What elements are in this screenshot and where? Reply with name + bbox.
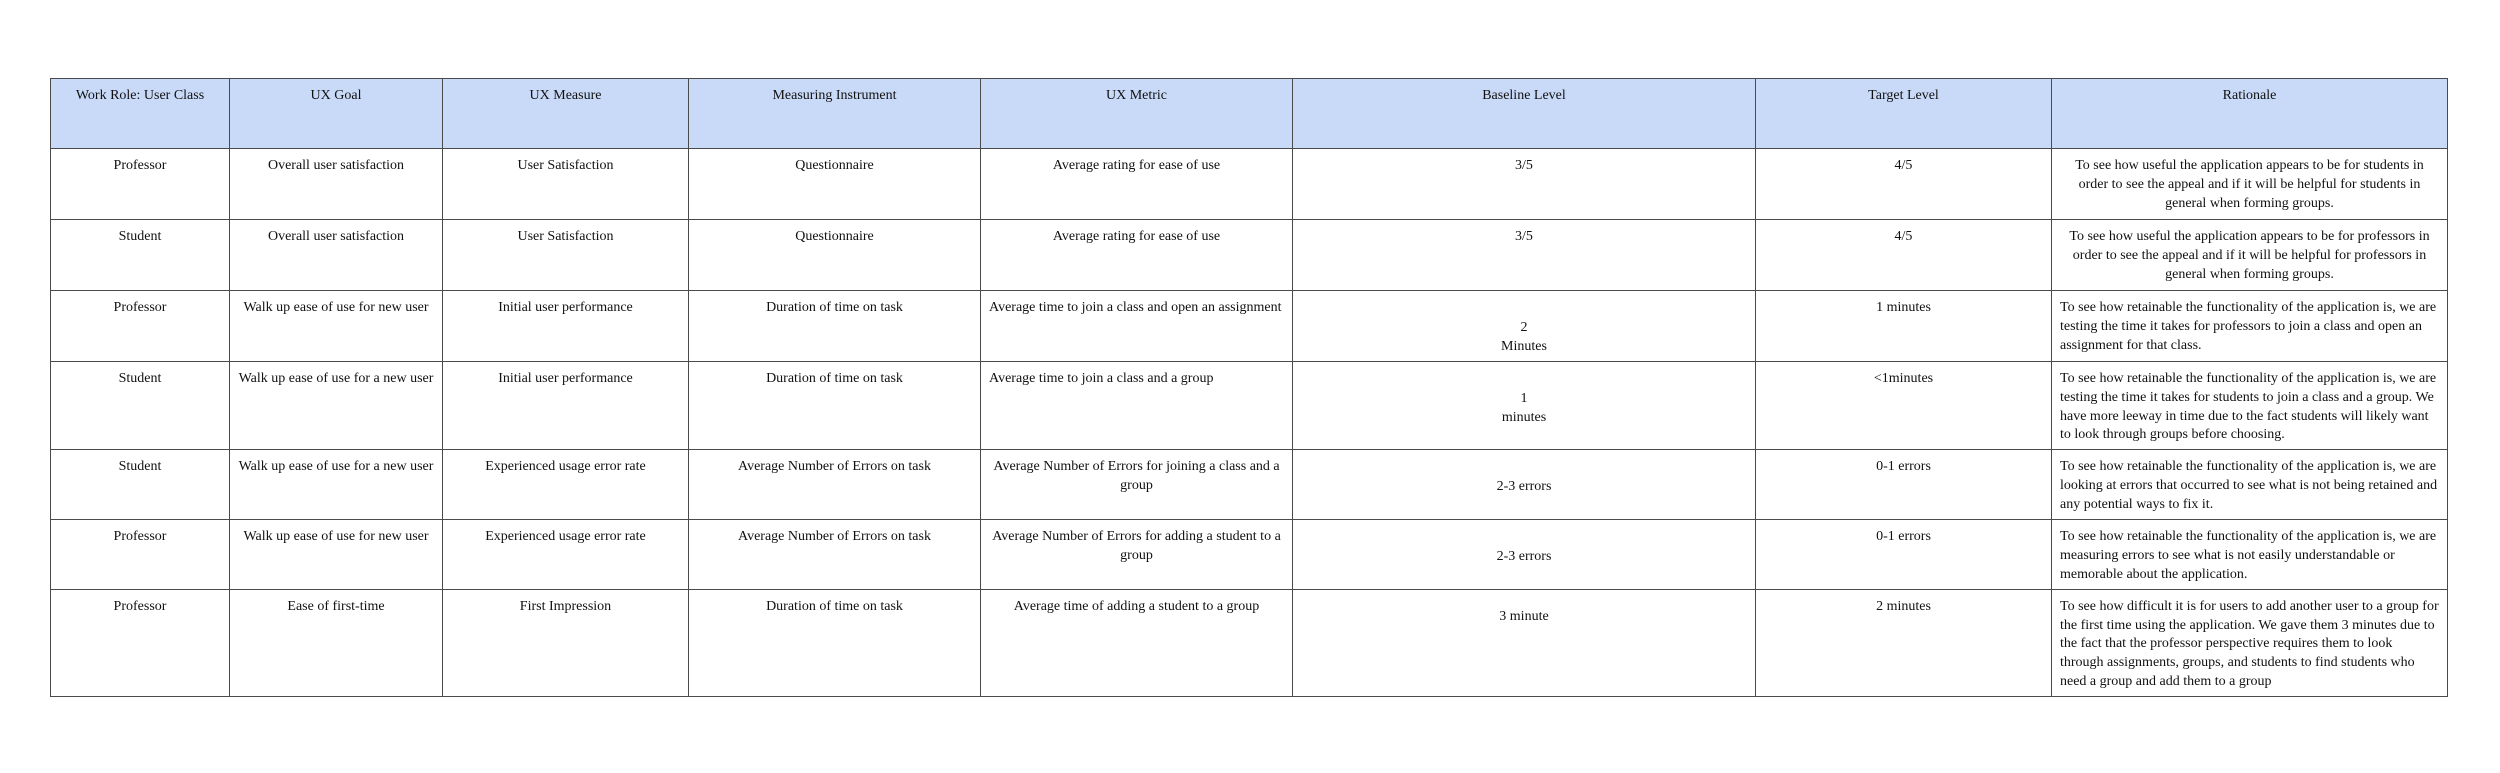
cell-rationale: To see how retainable the functionality of the application is, we are measuring errors to see what is not easily understandable or memorable about the application. bbox=[2052, 520, 2448, 590]
ux-metrics-table bbox=[50, 78, 2448, 697]
cell-baseline-level: 2-3 errors bbox=[1293, 450, 1756, 520]
table-row bbox=[51, 291, 2448, 362]
header-ux-measure: UX Measure bbox=[443, 79, 689, 149]
cell-work-role: Professor bbox=[51, 149, 230, 220]
cell-ux-measure: Initial user performance bbox=[443, 361, 689, 450]
cell-ux-goal: Ease of first-time bbox=[230, 589, 443, 696]
cell-measuring-instrument: Average Number of Errors on task bbox=[689, 450, 981, 520]
cell-target-level: 0-1 errors bbox=[1756, 450, 2052, 520]
cell-ux-measure: Experienced usage error rate bbox=[443, 520, 689, 590]
cell-rationale: To see how retainable the functionality of the application is, we are testing the time it takes for professors to join a class and open an assignment for that class. bbox=[2052, 291, 2448, 362]
cell-work-role: Student bbox=[51, 220, 230, 291]
cell-ux-goal: Overall user satisfaction bbox=[230, 149, 443, 220]
cell-baseline-level: 2 Minutes bbox=[1293, 291, 1756, 362]
cell-ux-metric: Average time to join a class and open an assignment bbox=[981, 291, 1293, 362]
cell-ux-metric: Average time of adding a student to a group bbox=[981, 589, 1293, 696]
cell-rationale: To see how retainable the functionality of the application is, we are testing the time it takes for students to join a class and a group. We have more leeway in time due to the fact students will likely want to look through groups before choosing. bbox=[2052, 361, 2448, 450]
table-row bbox=[51, 450, 2448, 520]
cell-work-role: Student bbox=[51, 450, 230, 520]
table-row bbox=[51, 520, 2448, 590]
cell-ux-metric: Average time to join a class and a group bbox=[981, 361, 1293, 450]
cell-ux-metric: Average rating for ease of use bbox=[981, 149, 1293, 220]
cell-work-role: Professor bbox=[51, 291, 230, 362]
cell-ux-measure: Initial user performance bbox=[443, 291, 689, 362]
cell-measuring-instrument: Duration of time on task bbox=[689, 291, 981, 362]
cell-measuring-instrument: Questionnaire bbox=[689, 220, 981, 291]
cell-baseline-level: 2-3 errors bbox=[1293, 520, 1756, 590]
cell-work-role: Professor bbox=[51, 589, 230, 696]
header-baseline-level: Baseline Level bbox=[1293, 79, 1756, 149]
cell-baseline-level: 3/5 bbox=[1293, 220, 1756, 291]
cell-measuring-instrument: Duration of time on task bbox=[689, 589, 981, 696]
cell-ux-metric: Average Number of Errors for joining a class and a group bbox=[981, 450, 1293, 520]
cell-ux-goal: Walk up ease of use for a new user bbox=[230, 361, 443, 450]
cell-ux-goal: Overall user satisfaction bbox=[230, 220, 443, 291]
header-ux-metric: UX Metric bbox=[981, 79, 1293, 149]
cell-work-role: Student bbox=[51, 361, 230, 450]
cell-measuring-instrument: Average Number of Errors on task bbox=[689, 520, 981, 590]
cell-rationale: To see how useful the application appears to be for professors in order to see the appeal and if it will be helpful for professors in general when forming groups. bbox=[2052, 220, 2448, 291]
cell-target-level: 4/5 bbox=[1756, 220, 2052, 291]
cell-ux-metric: Average rating for ease of use bbox=[981, 220, 1293, 291]
cell-measuring-instrument: Questionnaire bbox=[689, 149, 981, 220]
cell-target-level: 4/5 bbox=[1756, 149, 2052, 220]
cell-ux-measure: First Impression bbox=[443, 589, 689, 696]
header-measuring-instrument: Measuring Instrument bbox=[689, 79, 981, 149]
header-ux-goal: UX Goal bbox=[230, 79, 443, 149]
cell-rationale: To see how difficult it is for users to add another user to a group for the first time using the application. We gave them 3 minutes due to the fact that the professor perspective requires them to look through assignments, groups, and students to find students who need a group and add them to a group bbox=[2052, 589, 2448, 696]
cell-target-level: 1 minutes bbox=[1756, 291, 2052, 362]
cell-measuring-instrument: Duration of time on task bbox=[689, 361, 981, 450]
cell-ux-goal: Walk up ease of use for a new user bbox=[230, 450, 443, 520]
header-target-level: Target Level bbox=[1756, 79, 2052, 149]
cell-target-level: <1minutes bbox=[1756, 361, 2052, 450]
cell-ux-goal: Walk up ease of use for new user bbox=[230, 520, 443, 590]
header-row bbox=[51, 79, 2448, 149]
cell-ux-goal: Walk up ease of use for new user bbox=[230, 291, 443, 362]
cell-ux-measure: Experienced usage error rate bbox=[443, 450, 689, 520]
header-work-role: Work Role: User Class bbox=[51, 79, 230, 149]
cell-baseline-level: 3/5 bbox=[1293, 149, 1756, 220]
cell-ux-metric: Average Number of Errors for adding a student to a group bbox=[981, 520, 1293, 590]
cell-work-role: Professor bbox=[51, 520, 230, 590]
cell-target-level: 2 minutes bbox=[1756, 589, 2052, 696]
cell-rationale: To see how useful the application appears to be for students in order to see the appeal and if it will be helpful for students in general when forming groups. bbox=[2052, 149, 2448, 220]
header-rationale: Rationale bbox=[2052, 79, 2448, 149]
cell-target-level: 0-1 errors bbox=[1756, 520, 2052, 590]
table-row bbox=[51, 361, 2448, 450]
cell-ux-measure: User Satisfaction bbox=[443, 149, 689, 220]
table-row bbox=[51, 220, 2448, 291]
table-row bbox=[51, 589, 2448, 696]
cell-baseline-level: 3 minute bbox=[1293, 589, 1756, 696]
cell-rationale: To see how retainable the functionality of the application is, we are looking at errors that occurred to see what is not being retained and any potential ways to fix it. bbox=[2052, 450, 2448, 520]
cell-baseline-level: 1 minutes bbox=[1293, 361, 1756, 450]
table-row bbox=[51, 149, 2448, 220]
cell-ux-measure: User Satisfaction bbox=[443, 220, 689, 291]
